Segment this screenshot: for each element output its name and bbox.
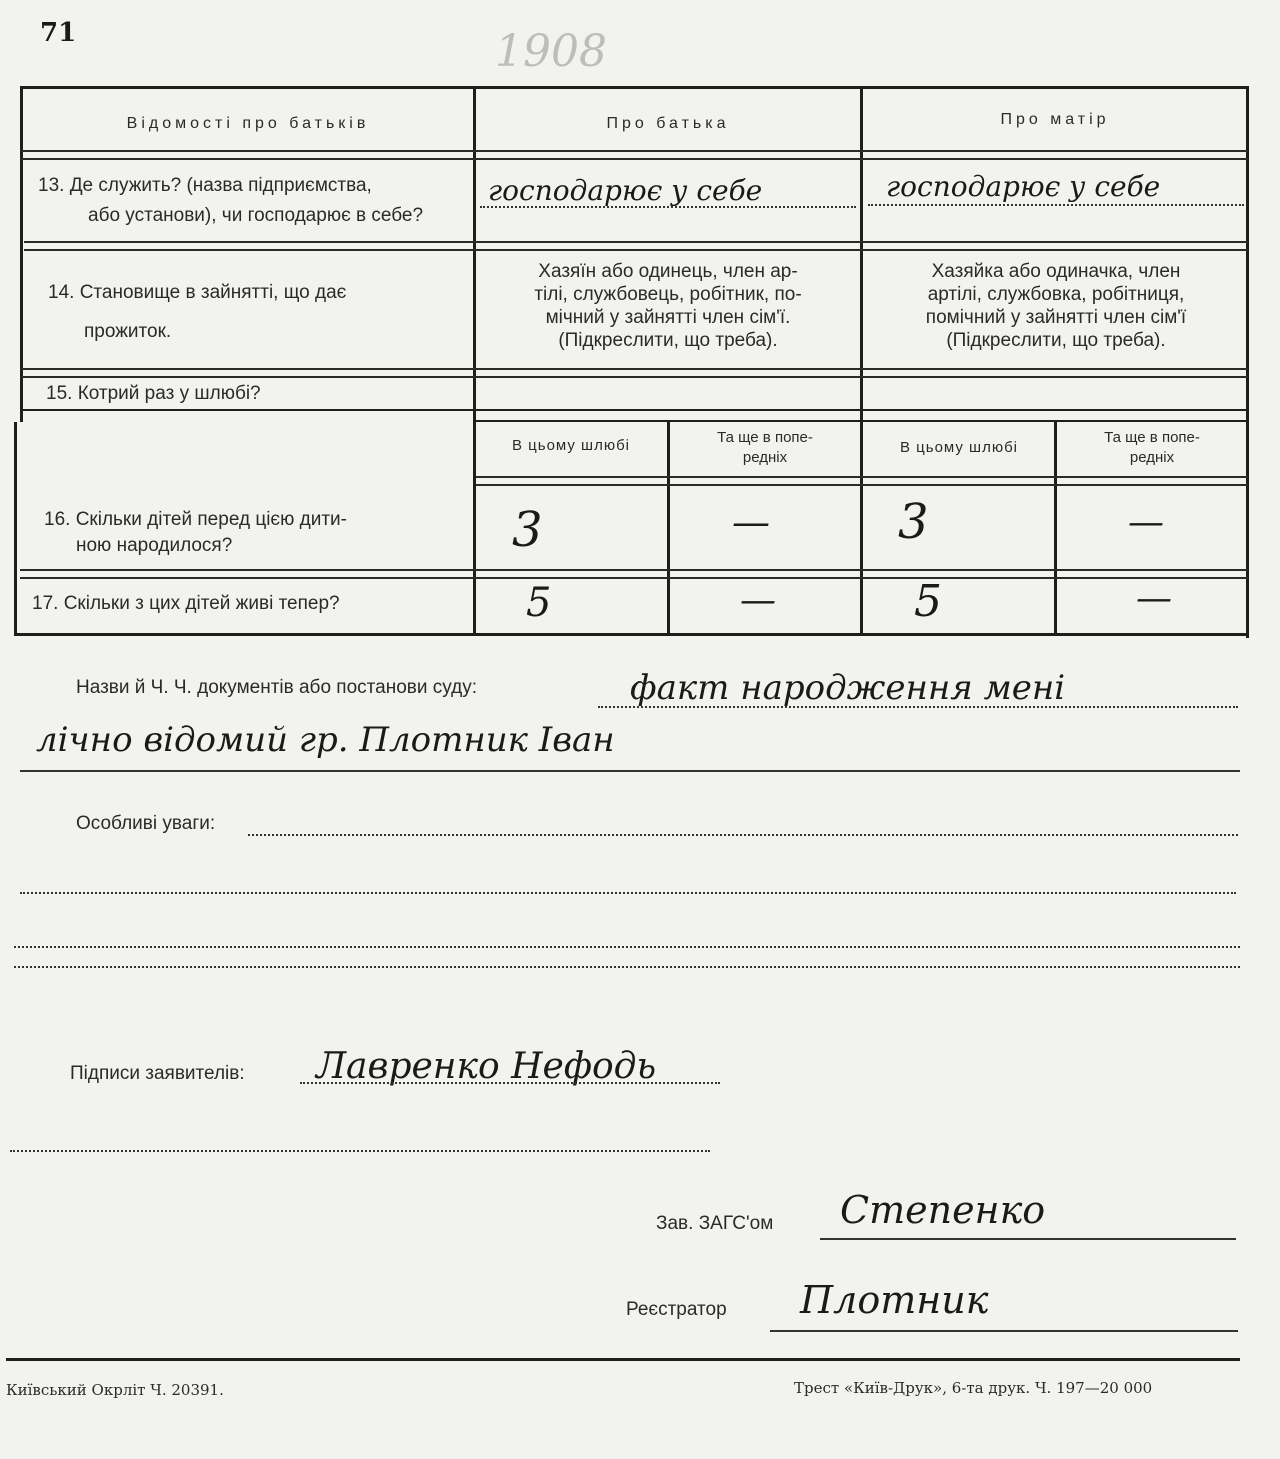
parents-info-table: [0, 0, 1280, 640]
row16-mother-prev: —: [1128, 502, 1164, 543]
subheader-mother-this-marriage: В цьому шлюбі: [899, 439, 1019, 456]
documents-value-line2: лічно відомий гр. Плотник Іван: [36, 720, 615, 760]
row16-label-line2: ною народилося?: [76, 535, 233, 556]
row14-mother-options: [866, 260, 1246, 352]
subheader-father-previous-line2: редніх: [742, 449, 788, 466]
header-father: Про батька: [606, 115, 730, 132]
zags-head-signature: Степенко: [840, 1188, 1046, 1232]
row14-father-option-line: Хазяїн або одинець, член ар-: [538, 261, 798, 282]
zags-head-label: Зав. ЗАГС'ом: [656, 1213, 774, 1234]
row14-mother-option-line: артілі, службовка, робітниця,: [927, 284, 1185, 305]
header-mother: Про матір: [1000, 111, 1110, 128]
row17-mother-this: 5: [914, 576, 942, 627]
subheader-father-previous-line1: Та ще в попе-: [717, 429, 813, 446]
subheader-mother-previous: [1057, 428, 1247, 468]
documents-label: Назви й Ч. Ч. документів або постанови суду:: [76, 677, 477, 698]
corner-mark: 71: [40, 18, 77, 48]
registrar-signature: Плотник: [800, 1278, 989, 1322]
row13-father-value: господарює у себе: [488, 174, 763, 207]
row14-father-options: [478, 260, 858, 352]
row13-label-line2: або установи), чи господарює в себе?: [88, 205, 424, 226]
row17-father-prev: —: [740, 580, 776, 621]
row16-label-line1: 16. Скільки дітей перед цією дити-: [44, 509, 347, 530]
row16-father-this: 3: [512, 502, 543, 558]
subheader-mother-previous-line1: Та ще в попе-: [1104, 429, 1200, 446]
row16-mother-this: 3: [898, 494, 929, 550]
registrar-label: Реєстратор: [626, 1299, 727, 1320]
applicants-signatures-label: Підписи заявителів:: [70, 1063, 245, 1084]
year-note: 1908: [495, 26, 607, 77]
row14-father-option-line: (Підкреслити, що треба).: [558, 330, 778, 351]
footer-left: Київський Окрліт Ч. 20391.: [6, 1381, 224, 1399]
applicants-signatures-value: Лавренко Нефодь: [316, 1046, 657, 1087]
row17-mother-prev: —: [1136, 578, 1172, 619]
row14-father-option-line: тілі, службовець, робітник, по-: [534, 284, 802, 305]
row14-label-line2: прожиток.: [84, 321, 172, 342]
subheader-father-previous: [670, 428, 860, 468]
row13-mother-value: господарює у себе: [886, 170, 1161, 203]
notes-label: Особливі уваги:: [76, 813, 216, 834]
row14-mother-option-line: Хазяйка або одиначка, член: [931, 261, 1181, 282]
documents-value-line1: факт народження мені: [630, 668, 1066, 708]
header-parents-info: Відомості про батьків: [126, 115, 370, 132]
footer-right: Трест «Київ-Друк», 6-та друк. Ч. 197—20 000: [794, 1379, 1153, 1397]
row15-label: 15. Котрий раз у шлюбі?: [46, 383, 261, 404]
row14-mother-option-line: помічний у зайнятті член сім'ї: [925, 307, 1187, 328]
row17-label: 17. Скільки з цих дітей живі тепер?: [32, 593, 340, 614]
subheader-father-this-marriage: В цьому шлюбі: [511, 437, 631, 454]
row14-mother-option-line: (Підкреслити, що треба).: [946, 330, 1166, 351]
row14-father-option-line: мічний у зайнятті член сім'ї.: [545, 307, 791, 328]
row13-label-line1: 13. Де служить? (назва підприємства,: [38, 175, 372, 196]
row14-label-line1: 14. Становище в зайнятті, що дає: [48, 282, 347, 303]
row17-father-this: 5: [526, 580, 552, 626]
subheader-mother-previous-line2: редніх: [1129, 449, 1175, 466]
row16-father-prev: —: [732, 500, 770, 544]
